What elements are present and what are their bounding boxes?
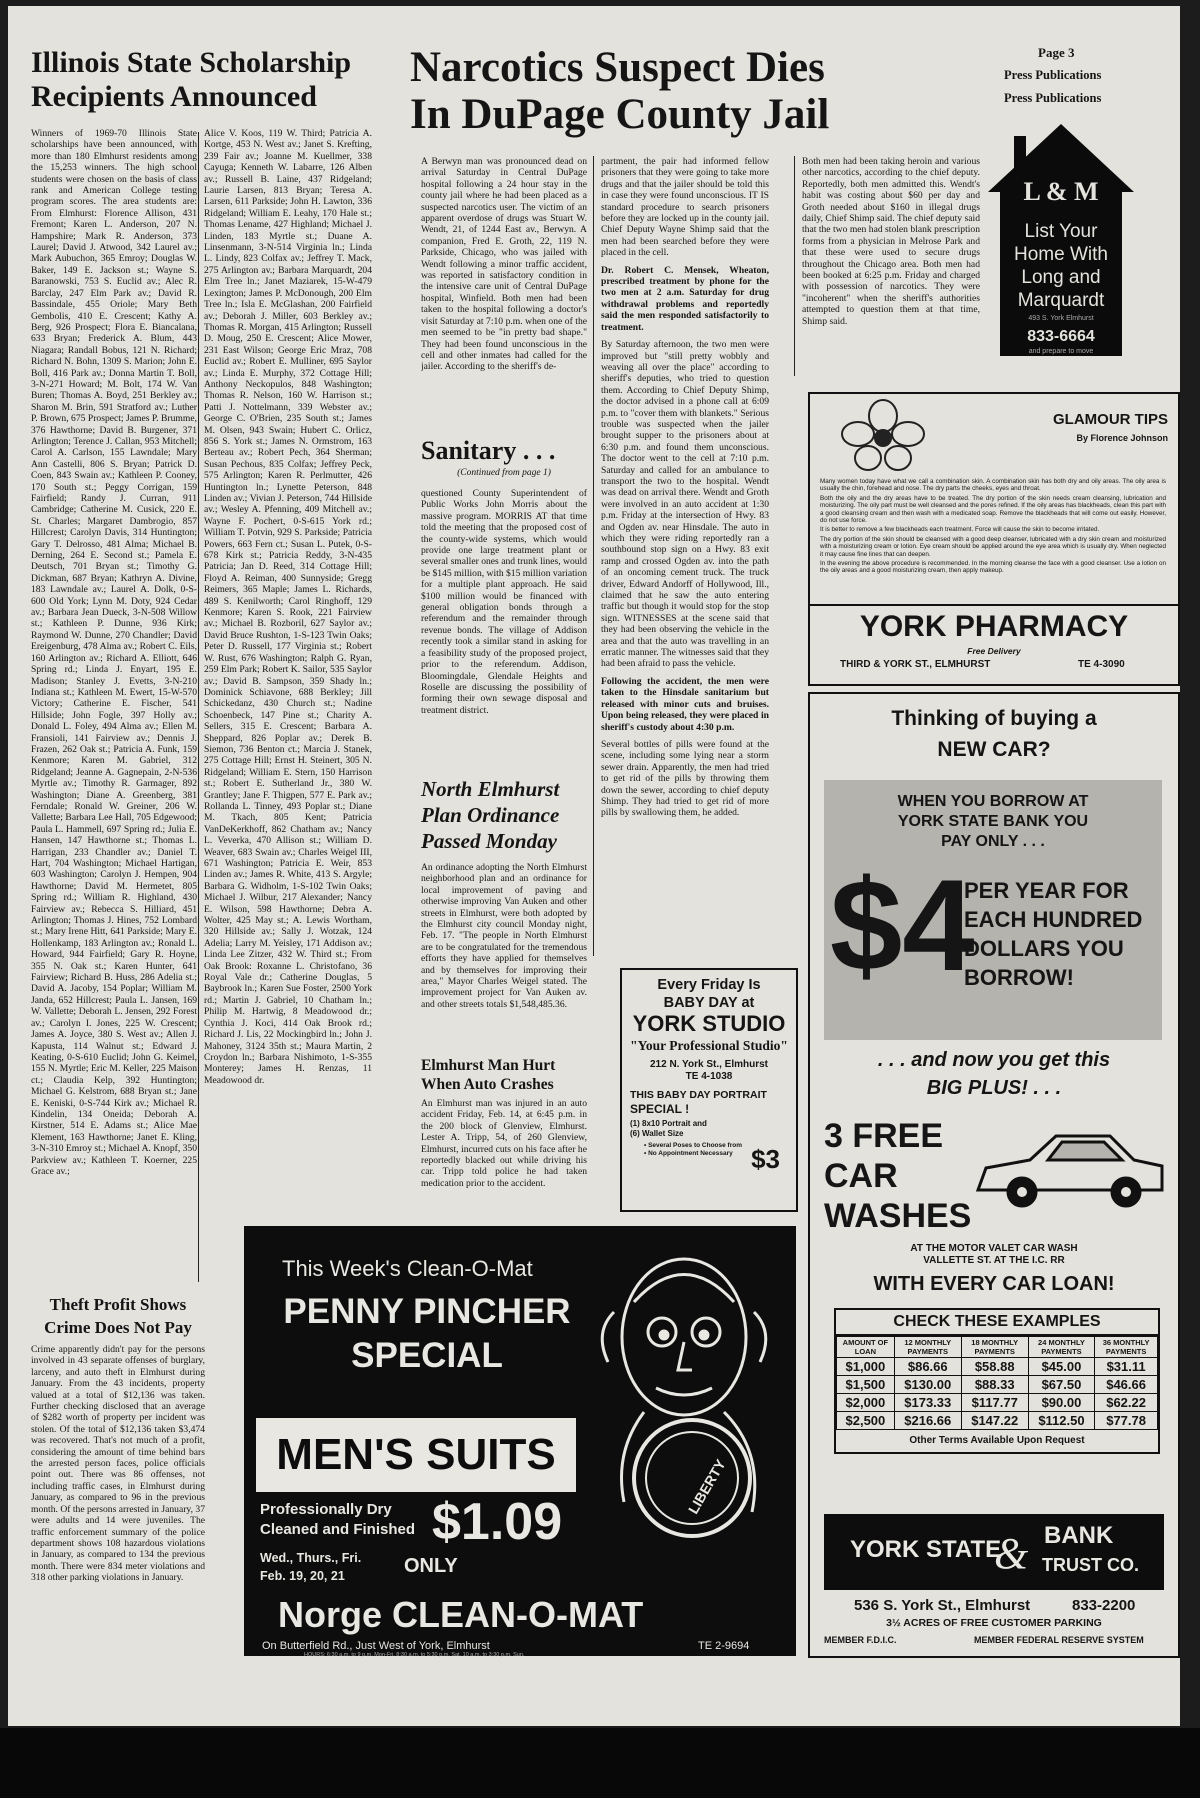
pharmacy-delivery: Free Delivery — [967, 646, 1021, 656]
bank-plus1: . . . and now you get this — [877, 1049, 1111, 1071]
auto-crash-article — [421, 1058, 587, 1218]
loan-col-18: 18 MONTHLY PAYMENTS — [961, 1337, 1028, 1358]
cleanomat-only: ONLY — [404, 1555, 458, 1577]
bank-b2: YORK STATE BANK YOU — [897, 813, 1089, 830]
studio-note-2: • No Appointment Necessary — [644, 1149, 733, 1157]
loan-cell: $216.66 — [894, 1412, 961, 1430]
tip-4: The dry portion of the skin should be cleansed with a good deep cleanser, lubricated with a dry skin cream and moisturized with a moisturizing cream or lotion. Eye cream should be applied around the eye area which is usually dry. When neglected it may cause fine lines that can deepen. — [820, 535, 1166, 558]
flower-icon — [818, 398, 948, 474]
loan-cell: $112.50 — [1028, 1412, 1095, 1430]
cleanomat-line6: Cleaned and Finished — [260, 1521, 416, 1538]
studio-item-2: (6) Wallet Size — [630, 1128, 684, 1138]
loan-cell: $77.78 — [1095, 1412, 1158, 1430]
loan-cell: $86.66 — [894, 1358, 961, 1376]
page-number: Page 3 — [1038, 45, 1075, 60]
bank-free3: WASHES — [824, 1197, 972, 1235]
loan-cell: $1,500 — [837, 1376, 895, 1394]
bank-r3: DOLLARS YOU — [964, 936, 1124, 961]
cleanomat-days: Wed., Thurs., Fri. — [260, 1551, 362, 1565]
bank-plus2: BIG PLUS! . . . — [926, 1077, 1062, 1099]
loan-cell: $67.50 — [1028, 1376, 1095, 1394]
car-icon — [972, 1124, 1168, 1216]
studio-note-1: • Several Poses to Choose from — [644, 1141, 743, 1149]
bank-name-3: TRUST CO. — [1042, 1555, 1139, 1575]
studio-name: YORK STUDIO — [632, 1011, 786, 1036]
bank-rate-box — [824, 780, 1162, 1040]
cleanomat-line1: This Week's Clean-O-Mat — [282, 1256, 533, 1281]
narcotics-column-2 — [601, 156, 769, 966]
bank-free2: CAR — [824, 1157, 898, 1195]
studio-phone: TE 4-1038 — [685, 1071, 733, 1082]
bank-parking: 3½ ACRES OF FREE CUSTOMER PARKING — [886, 1617, 1102, 1629]
lm-phone: 833-6664 — [1027, 328, 1095, 345]
loan-examples-box — [834, 1308, 1160, 1454]
scholarship-headline-line1: Illinois State Scholarship — [31, 46, 352, 79]
loan-col-12: 12 MONTHLY PAYMENTS — [894, 1337, 961, 1358]
sanitary-continued: (Continued from page 1) — [457, 468, 551, 478]
loan-cell: $58.88 — [961, 1358, 1028, 1376]
pincher-cartoon-icon — [574, 1242, 794, 1542]
bank-member-frs: MEMBER FEDERAL RESERVE SYSTEM — [974, 1635, 1144, 1645]
press-label-2: Press Publications — [1004, 91, 1102, 105]
bank-r1: PER YEAR FOR — [964, 878, 1129, 903]
theft-body: Crime apparently didn't pay for the persons involved in 43 separate offenses of burglary, larceny, and auto theft in Elmhurst during January. From the 43 incidents, property valued at a total of $12,136 was taken. Further checking disclosed that an average of $282 worth of property per incident was stolen. Of the total of $12,136 taken $3,474 was recovered. That's not much of a profit, considering the amount of time behind bars the arrested person faces, police officials point out. There was 86 offenses, not including traffic cases, in Elmhurst during January, as compared to 96 in the previous month. Of the persons arrested in January, 37 were adults and 14 were juveniles. The traffic enforcement summary of the police department shows 108 hazardous violations in January, as compared to 134 the previous month. There were 834 meter violations and 318 other parking violations in January. — [31, 1344, 205, 1584]
tip-5: In the evening the above procedure is recommended. In the morning cleanse the face with a good cleanser. Use a lotion on the oily areas and a good moisturizing cream, then apply makeup. — [820, 560, 1166, 575]
bank-b3: PAY ONLY . . . — [941, 833, 1045, 850]
table-row — [837, 1376, 1158, 1394]
bank-phone: 833-2200 — [1072, 1597, 1136, 1614]
bank-address: 536 S. York St., Elmhurst — [854, 1597, 1031, 1614]
scan-border — [0, 1728, 1200, 1798]
loan-cell: $173.33 — [894, 1394, 961, 1412]
glamour-title: GLAMOUR TIPS — [1053, 411, 1168, 428]
lm-line2: Home With — [1014, 244, 1108, 265]
loan-col-36: 36 MONTHLY PAYMENTS — [1095, 1337, 1158, 1358]
studio-line2: BABY DAY at — [663, 994, 755, 1011]
bank-big-rate: $4 — [830, 852, 975, 998]
scholarship-headline-line2: Recipients Announced — [31, 80, 317, 113]
pharmacy-divider — [810, 604, 1178, 606]
pharmacy-phone: TE 4-3090 — [1078, 659, 1125, 670]
loan-table-header — [837, 1337, 1158, 1358]
bank-ampersand: & — [994, 1529, 1029, 1578]
narcotics-col2-bold-b: Following the accident, the men were taken to the Hinsdale sanitarium but released with minor cuts and bruises. Upon being released, they were placed in sheriff's custody about 4:30 p.m. — [601, 675, 769, 733]
bank-name-banner — [824, 1514, 1164, 1590]
tip-2: Both the oily and the dry areas have to be treated. The dry portion of the skin needs cream cleansing, lubrication and moisturizing. The oily part must be well cleansed and the pores refined. If the oily areas has blackheads, clean this part with a good cleansing cream and then wash with a medicated soap. Remove the blackheads that will come out easily. However, do not use force. — [820, 494, 1166, 525]
column-rule — [593, 156, 594, 956]
narcotics-column-3: Both men had been taking heroin and various other narcotics, according to the chief deputy. Reportedly, both men admitted this. Wendt's habit was costing about $60 per day and Groth needed about $160 in illegal drugs daily, Chief Shimp said. The chief deputy said that the two men had stolen blank prescription forms from a physician in Melrose Park and that these were used to secure drugs throughout the Chicago area. Both men had been booked at 6:25 p.m. Friday and charged with possession of narcotics. They were "incoherent" when the sheriff's authorities attempted to question them at that time, Shimp said. — [802, 156, 980, 327]
cleanomat-line4: MEN'S SUITS — [256, 1418, 576, 1492]
cleanomat-phone: TE 2-9694 — [698, 1640, 750, 1652]
bank-q1: Thinking of buying a — [891, 707, 1097, 730]
lm-tag: and prepare to move — [1028, 348, 1094, 355]
bank-every: WITH EVERY CAR LOAN! — [873, 1273, 1115, 1295]
theft-headline-line2: Crime Does Not Pay — [44, 1318, 192, 1337]
tip-3: It is better to remove a few blackheads each treatment. Force will cause the skin to become irritated. — [820, 526, 1100, 534]
loan-col-24: 24 MONTHLY PAYMENTS — [1028, 1337, 1095, 1358]
cleanomat-line2: PENNY PINCHER — [283, 1292, 571, 1331]
table-row — [837, 1394, 1158, 1412]
studio-item-1: (1) 8x10 Portrait and — [630, 1118, 707, 1128]
pharmacy-name: YORK PHARMACY — [859, 610, 1129, 643]
bank-rate-text — [964, 876, 1142, 992]
bank-free-washes — [824, 1116, 971, 1236]
bank-valet2: VALLETTE ST. AT THE I.C. RR — [923, 1255, 1065, 1266]
north-elmhurst-article — [421, 776, 587, 1062]
narcotics-headline — [410, 46, 930, 136]
loan-cell: $90.00 — [1028, 1394, 1095, 1412]
loan-cell: $62.22 — [1095, 1394, 1158, 1412]
crash-headline-1: Elmhurst Man Hurt — [421, 1057, 556, 1074]
glamour-text — [820, 478, 1166, 575]
crash-headline-2: When Auto Crashes — [421, 1075, 554, 1093]
lm-line3: Long and — [1021, 267, 1101, 288]
theft-headline-line1: Theft Profit Shows — [49, 1295, 187, 1314]
york-studio-ad — [620, 968, 798, 1212]
narcotics-headline-line2: In DuPage County Jail — [410, 91, 830, 138]
narcotics-col2-text-b: By Saturday afternoon, the two men were improved but "still pretty wobbly and weaving all over the place" according to sheriff's deputies, who tried to question them. According to Chief Deputy Shimp, the doctor advised in a phone call at 6:09 p.m. to "cover them with blankets." Serious trouble was suspected when the jailer brought supper to the prisoners about at 6:30 p.m. and found them unconscious. The doctor went to the cell at 7:10 p.m. Saturday and called for an ambulance to transport the two to the hospital. Wendt was dead on arrival there. Wendt and Groth were involved in an auto accident at 1:30 p.m. Friday at the intersection of Hwy. 83 and Ogden av. near Hinsdale. The auto in which they were riding reportedly ran a southbound stop sign on a Hwy. 83 exit ramp and crossed Ogden av. into the path of an oncoming cement truck. The truck driver, Edward Andorff of Hollywood, Ill., claimed that he saw the auto entering traffic but though it would stop for the stop sign. WITNESSES at the scene said that they had been observing the vehicle in the area and that the auto was travelling in an erratic manner. The witnesses said that they had been afraid to pass the vehicle. — [601, 339, 769, 670]
bank-r4: BORROW! — [964, 965, 1074, 990]
north-headline-2: Plan Ordinance — [421, 803, 560, 827]
bank-free1: 3 FREE — [824, 1117, 944, 1155]
column-rule — [198, 132, 199, 1282]
loan-col-amount: AMOUNT OF LOAN — [837, 1337, 895, 1358]
column-rule — [794, 156, 795, 376]
north-headline-1: North Elmhurst — [421, 777, 560, 801]
sanitary-article — [421, 438, 587, 778]
studio-special-1: THIS BABY DAY PORTRAIT — [630, 1089, 767, 1101]
loan-other-terms: Other Terms Available Upon Request — [909, 1435, 1085, 1446]
table-row — [837, 1412, 1158, 1430]
loan-cell: $2,000 — [837, 1394, 895, 1412]
lm-line4: Marquardt — [1017, 290, 1105, 311]
loan-cell: $130.00 — [894, 1376, 961, 1394]
bank-member-fdic: MEMBER F.D.I.C. — [824, 1635, 897, 1645]
studio-address: 212 N. York St., Elmhurst — [649, 1059, 768, 1070]
bank-b1: WHEN YOU BORROW AT — [897, 793, 1089, 810]
sanitary-body: questioned County Superintendent of Public Works John Morris about the massive program. MORRIS AT that time told the meeting that the proposed cost of the county-wide systems, which would provide one large treatment plant or several smaller ones and trunk lines, would be $145 million, with $15 million variation for a multiple plant approach. He said $100 million would be financed with general obligation bonds through a referendum and the remainder through revenue bonds. The village of Addison recently took a similar stand in asking for a feasibility study of the proposed project, prior to the referendum. Addison, Bloomingdale, Glendale Heights and Roselle are discussing the possibility of forming their own sewage disposal and treatment district. — [421, 488, 587, 716]
loan-examples-title: CHECK THESE EXAMPLES — [836, 1310, 1158, 1336]
cleanomat-name: Norge CLEAN-O-MAT — [278, 1594, 644, 1635]
cleanomat-hours: HOURS: 6:30 a.m. to 9 p.m. Mon-Fri. 8:30 a.m. to 5:30 p.m. Sat. 10 a.m. to 3:30 p.m. Sun. — [304, 1652, 525, 1658]
narcotics-col2-bold-a: Dr. Robert C. Mensek, Wheaton, prescribed treatment by phone for the two men at 2 a.m. Saturday for drug withdrawal problems and reportedly said the men responded satisfactorily to treatment. — [601, 264, 769, 333]
tip-1: Many women today have what we call a combination skin. A combination skin has both dry and oily areas. The oily area is usually the chin, forehead and nose. The dry parts the cheeks, eyes and throat. — [820, 478, 1166, 493]
lm-line1: List Your — [1024, 221, 1098, 242]
coin-text: LIBERTY — [684, 1456, 729, 1517]
scholarship-column-1: Winners of 1969-70 Illinois State scholarships have been announced, with more than 180 Elmhurst residents among the 15,253 winners. The high school students were chosen on the basis of class rank and American College testing program scores. The area students are: From Elmhurst: Florence Allison, 431 Fremont; Karen L. Anderson, 207 N. Hampshire; Mark R. Anderson, 373 Laurel; David J. Atwood, 342 Laurel av.; Mark Aubuchon, 365 Emroy; Douglas W. Baker, 149 E. Jackson st.; Wayne S. Baranowski, 753 S. Euclid av.; Alec R. Barclay, 247 Elm Park av.; David R. Bassindale, 455 Oriole; Mary Beth Gembolis, 410 E. Crescent; Kathy A. Berg, 926 Prospect; Flora E. Biancalana, 633 Bryan; Frederick A. Blum, 443 Niagara; Randall Bobus, 121 N. Richard; Richard N. Bohn, 1309 S. Marion; John E. Boll, 416 Park av.; Donna Martin T. Boll, 3-N-271 Howard; M. Bolt, 174 W. Van Buren; Thomas A. Boyd, 251 Berkley av.; Sharon M. Brin, 591 Stratford av.; Luther P. Brown, 675 Prospect; James P. Brumme, 376 Hawthorne; David B. Burgener, 371 Arlington; Terence J. Callan, 953 Mitchell; Carol A. Carlson, 155 Lawndale; Mary Ann Castelli, 806 S. Bryan; Patrick D. Coen, 843 Swain av.; Kathleen P. Cooney, 170 South st.; Peggy Corrigan, 159 Fairfield; Randy J. Curran, 911 Cambridge; Catherine M. Cusick, 220 E. St. Charles; Margaret Dambrogio, 857 Hillcrest; Carolyn Davis, 314 Huntington; Gary T. Delrosso, 481 Alma; Michael B. Derning, 264 E. Second st.; Pamela E. Deutsch, 701 Bryan st.; Timothy G. Dickman, 687 Bryan; Kathryn A. Divine, 183 Lawndale av.; Laurel A. Dolk, 0-S-600 Old York; Lynn M. Doty, 924 Cedar av.; Barbara Jean Dueck, 3-N-508 Willow st.; Kathleen P. Dunne, 936 Kirk; Raymond W. Dunne, 270 Chandler; David Ereigenburg, 478 Alma av.; Robert C. Eils, 160 Arlington av.; Richard A. Elliott, 646 Spring rd.; Linda J. Enyart, 195 E. Madison; Stanley J. Evetts, 3-N-210 Indiana st.; Kathleen M. Ewert, 15-W-570 Victory; Catherine E. Fischer, 541 Hillside; John Fogle, 397 Holly av.; Donald L. Foley, 494 Alma av.; Ellen M. Fransioli, 141 Fairview av.; Dennis J. Frazen, 262 Oak st.; Patricia A. Funk, 159 Kenmore; Karen M. Gabriel, 312 Ridgeland; Jeanne A. Gagnepain, 2-N-536 Myrtle av.; Timothy R. Garmager, 892 Washington; Diane A. Greenberg, 381 Ferndale; Ronald W. Greiner, 206 W. Vallette; Barbara Lee Hall, 705 Edgewood; Paula L. Hammell, 697 Spring rd.; Julia E. Hansen, 147 Hawthorne st.; Thomas L. Harrigan, 233 Chandler av.; Daniel T. Hart, 704 Washington; Michael Hartigan, 603 Washington; Carolyn J. Hempen, 904 Hawthorne; David M. Hermetet, 805 Spring rd.; William R. Highland, 430 Fairview av.; Rebecca S. Hilliard, 451 Arlington; Thomas J. Hines, 752 Lombard st.; Mary Irene Hitt, 641 Parkside; Mary E. Hollenkamp, 183 Arlington av.; Ronald L. Howard, 944 Fairfield; Gary R. Hoyne, 355 N. Oak st.; Karen Hunter, 641 Fairview; Richard B. Huss, 286 Adelia st.; David A. Jacoby, 154 Poplar; William M. Janda, 652 Hillcrest; Paula L. Jansen, 169 W. Vallette; Deborah L. Jensen, 292 Forest av.; Carolyn I. Jones, 225 W. Crescent; James A. Joyce, 380 S. West av.; Allen J. Kapusta, 114 Walnut st.; Edward J. Keating, 0-S-610 Euclid; John G. Keimel, 155 N. Myrtle; Eric M. Keller, 225 Maison ct.; Claudia Kelp, 392 Huntington; Michael G. Kelstrom, 688 Bryan st.; Jane E. Keniski, 0-S-744 Kirk av.; Michael R. Kindelin, 134 Oneida; Deborah A. Kirstner, 514 E. Adams st.; Alice Mae Klement, 163 Hawthorne; Janet E. Kling, 3-N-310 Emroy st.; Michael A. Knopf, 350 Parkview av.; Kathleen T. Koerner, 225 Grace av.; — [31, 128, 197, 1177]
cleanomat-line3: SPECIAL — [351, 1336, 503, 1375]
bank-name-1: YORK STATE — [850, 1536, 1002, 1563]
studio-line1: Every Friday Is — [657, 977, 761, 993]
clean-o-mat-ad — [244, 1226, 796, 1656]
flower-graphic — [818, 398, 948, 474]
glamour-byline: By Florence Johnson — [1076, 433, 1168, 443]
loan-table — [836, 1336, 1158, 1430]
cleanomat-line5: Professionally Dry — [260, 1501, 392, 1518]
narcotics-column-1: A Berwyn man was pronounced dead on arrival Saturday in Central DuPage hospital following a 24 hour stay in the county jail where he had been placed as a suspected narcotics user. The victim of an apparent overdose of drugs was Stuart W. Wendt, 21, of 1244 East av., Berwyn. A companion, Fred E. Groth, 22, 119 N. Parkside, Chicago, who was jailed with Wendt following a minor traffic accident, was reported in satisfactory condition in the intensive care unit of Central DuPage hospital, Winfield. Both men had been taken to the hospital following a doctor's visit Saturday at 7:10 p.m. when one of the men seemed to be "in pretty bad shape." They had been found unconscious in the cell and other inmates had called for the jailer. According to the sheriff's de- — [421, 156, 587, 373]
scholarship-headline — [31, 48, 401, 112]
cleanomat-address: On Butterfield Rd., Just West of York, Elmhurst — [262, 1640, 490, 1652]
narcotics-col2-text-a: partment, the pair had informed fellow prisoners that they were going to take more drugs and that the jailer should be told this in case they were found unconscious. IT IS standard procedure to search prisoners before they are locked up in the county jail. Chief Deputy Wayne Shimp said that the men had been searched before they were placed in the cell. — [601, 156, 769, 259]
loan-cell: $147.22 — [961, 1412, 1028, 1430]
crash-body: An Elmhurst man was injured in an auto accident Friday, Feb. 14, at 6:45 p.m. in the 200 block of Glenview, Elmhurst. Lester A. Tripp, 54, of 260 Glenview, Elmhurst, incurred cuts on his face after he reportedly blacked out while driving his car. Tripp told police he had taken medication prior to the accident. — [421, 1098, 587, 1189]
loan-cell: $46.66 — [1095, 1376, 1158, 1394]
bank-q2: NEW CAR? — [937, 738, 1051, 761]
pharmacy-address: THIRD & YORK ST., ELMHURST — [840, 659, 991, 670]
studio-special-2: SPECIAL ! — [630, 1101, 690, 1116]
york-state-bank-ad — [808, 692, 1180, 1658]
loan-cell: $2,500 — [837, 1412, 895, 1430]
table-row — [837, 1358, 1158, 1376]
newspaper-page — [8, 6, 1180, 1726]
sanitary-headline: Sanitary . . . — [421, 436, 556, 465]
cleanomat-dates: Feb. 19, 20, 21 — [260, 1569, 345, 1583]
bank-valet1: AT THE MOTOR VALET CAR WASH — [910, 1243, 1078, 1254]
loan-cell: $31.11 — [1095, 1358, 1158, 1376]
north-body: An ordinance adopting the North Elmhurst neighborhood plan and an ordinance for local improvement of paving and otherwise improving Van Auken and other streets in Elmhurst, were both adopted by the Elmhurst city council Monday night, Feb. 17. "The people in North Elmhurst are to be congratulated for the tremendous efforts they have applied for themselves and by themselves for improving their area," Mayor Charles Weigel stated. The improvement project for Van Auken av. and other streets totals $1,548,485.36. — [421, 862, 587, 1010]
bank-r2: EACH HUNDRED — [964, 907, 1143, 932]
loan-cell: $45.00 — [1028, 1358, 1095, 1376]
loan-cell: $117.77 — [961, 1394, 1028, 1412]
loan-cell: $1,000 — [837, 1358, 895, 1376]
bank-name-2: BANK — [1044, 1522, 1114, 1549]
narcotics-headline-line1: Narcotics Suspect Dies — [410, 44, 825, 91]
lm-logo: L & M — [1023, 177, 1099, 206]
studio-tagline: "Your Professional Studio" — [630, 1038, 788, 1053]
cleanomat-price: $1.09 — [432, 1493, 563, 1551]
lm-address: 493 S. York Elmhurst — [1028, 315, 1094, 322]
long-marquardt-ad — [986, 122, 1136, 358]
scholarship-column-2: Alice V. Koos, 119 W. Third; Patricia A. Kortge, 453 N. West av.; Janet S. Krefting, 239 Fair av.; Joanne M. Kuellmer, 338 Cayuga; Kenneth W. Labarre, 126 Alben av.; Russell B. Laine, 437 Ridgeland; Laurie Larsen, 813 Bryan; Teresa A. Larsen, 611 Parkside; John H. Lawton, 336 Ridgeland; William E. Leahy, 170 Hale st.; Thomas Lename, 427 Highland; Michael J. Linden, 183 Myrtle st.; Duane A. Linsenmann, 3-N-514 Virginia ln.; Linda L. Lindy, 823 Colfax av.; Jeffrey T. Mack, 275 Arlington av.; Barbara Marquardt, 204 Elm Tree ln.; Janet Maziarek, 15-W-479 Lexington; James P. McDonough, 200 Elm Tree ln.; Isla E. McGlashan, 200 Fairfield av.; Deborah J. Miller, 603 Berkley av.; Thomas R. Morgan, 415 Arlington; Russell D. Moug, 250 E. Crescent; Alice Mower, 231 East Wilson; George Eric Mraz, 708 Euclid av.; Robert E. Mulliner, 695 Saylor av.; Linda E. Murphy, 372 Cottage Hill; Anthony Neckopulos, 848 Washington; Thomas R. Nelson, 160 W. Harrison st.; Patti J. Nottelmann, 339 Webster av.; George C. O'Brien, 235 South st.; James M. Olsen, 943 Swain; Hubert C. Orlicz, 856 S. York st.; James N. Ormstrom, 163 Berteau av.; Robert Pech, 364 Sherman; Susan Pechous, 835 Colfax; Jeffrey Peck, 575 Arlington; Karen R. Perlmutter, 426 Huntington ln.; Lynette Peterson, 848 Linden av.; Vivian J. Peterson, 744 Hillside av.; Wesley A. Pfenning, 409 Mitchell av.; Wayne F. Pochert, 0-S-615 York rd.; William T. Potvin, 929 S. Parkside; Patricia Powers, 663 Fern ct.; Susan L. Putek, 0-S-678 Kirk st.; Patricia Reddy, 3-N-435 Patricia; Jan D. Reed, 314 Cottage Hill; Floyd A. Reiman, 400 Sunnyside; Gregg Reimers, 365 Maple; James L. Richards, 489 S. Kenilworth; Carol Ringhoff, 129 Kenmore; Karen S. Rook, 221 Fairview av.; Michael B. Rozboril, 627 Saylor av.; David Bruce Rushton, 1-S-123 Twin Oaks; Peter D. Russell, 177 Virginia st.; Robert W. Rust, 676 Washington; Ralph G. Ryan, 259 Elm Park; Robert K. Sailor, 535 Saylor av.; David B. Sampson, 359 Shady ln.; Dominick Schiavone, 688 Berkley; Jill Schickedanz, 430 Church st.; Nadine Schoenbeck, 147 Pine st.; Charity A. Sellers, 315 E. Crescent; Barbara A. Sheppard, 826 Poplar av.; Derek B. Siemon, 736 Benton ct.; Marcia J. Stanek, 275 Cottage Hill; Ernst H. Steinert, 305 N. Ridgeland; William E. Stern, 150 Harrison st.; Robert E. Sutherland Jr., 380 W. Grantley; Jane F. Thigpen, 577 E. Park av.; Rollanda L. Tinney, 493 Poplar st.; Diane M. Tkach, 805 Kent; Patricia VanDeKerkhoff, 862 Chatham av.; Nancy L. Veverka, 470 Allison st.; William D. Weaver, 683 Swain av.; Charles Weigel III, 671 Washington; Patricia E. Weir, 853 Linden av.; James R. White, 413 S. Argyle; Barbara G. Widholm, 1-S-102 Twin Oaks; Michael J. Wilbur, 217 Alexander; Nancy E. Wilson, 598 Hawthorne; Debra A. Wolter, 425 May st.; A. Lewis Wortham, 320 Hillside av.; Sally J. Wotzak, 124 Adelia; Larry M. Yeisley, 171 Addison av.; Linda Lee Zitzer, 432 W. Third st.; From Oak Brook: Roxanne L. Christofano, 36 Royal Vale dr.; Catherine Douglas, 5 Baybrook ln.; Karen Sue Foster, 2500 York rd.; Martin J. Gabriel, 10 Chatham ln.; Philip M. Hartwig, 8 Meadowood dr.; Cynthia J. Koci, 414 Oak Brook rd.; Richard J. Lis, 22 Mockingbird ln.; John J. Mahoney, 3124 35th st.; Maura Martin, 2 Croydon ln.; Barbara Nishimoto, 1-S-355 Monterey; James H. Renzas, 11 Meadowood dr. — [204, 128, 372, 1086]
studio-price: $3 — [751, 1144, 780, 1174]
press-label-1: Press Publications — [1004, 68, 1102, 82]
north-headline-3: Passed Monday — [421, 829, 557, 853]
narcotics-col2-text-c: Several bottles of pills were found at the scene, including some lying near a storm sewer drain. Apparently, the men had tried to get rid of the pills by throwing them down the sewer, according to chief deputy Shimp. They had tried to get rid of more pills by swallowing them, he added. — [601, 738, 769, 819]
york-pharmacy-ad — [808, 392, 1180, 686]
theft-article — [31, 1296, 205, 1664]
loan-cell: $88.33 — [961, 1376, 1028, 1394]
